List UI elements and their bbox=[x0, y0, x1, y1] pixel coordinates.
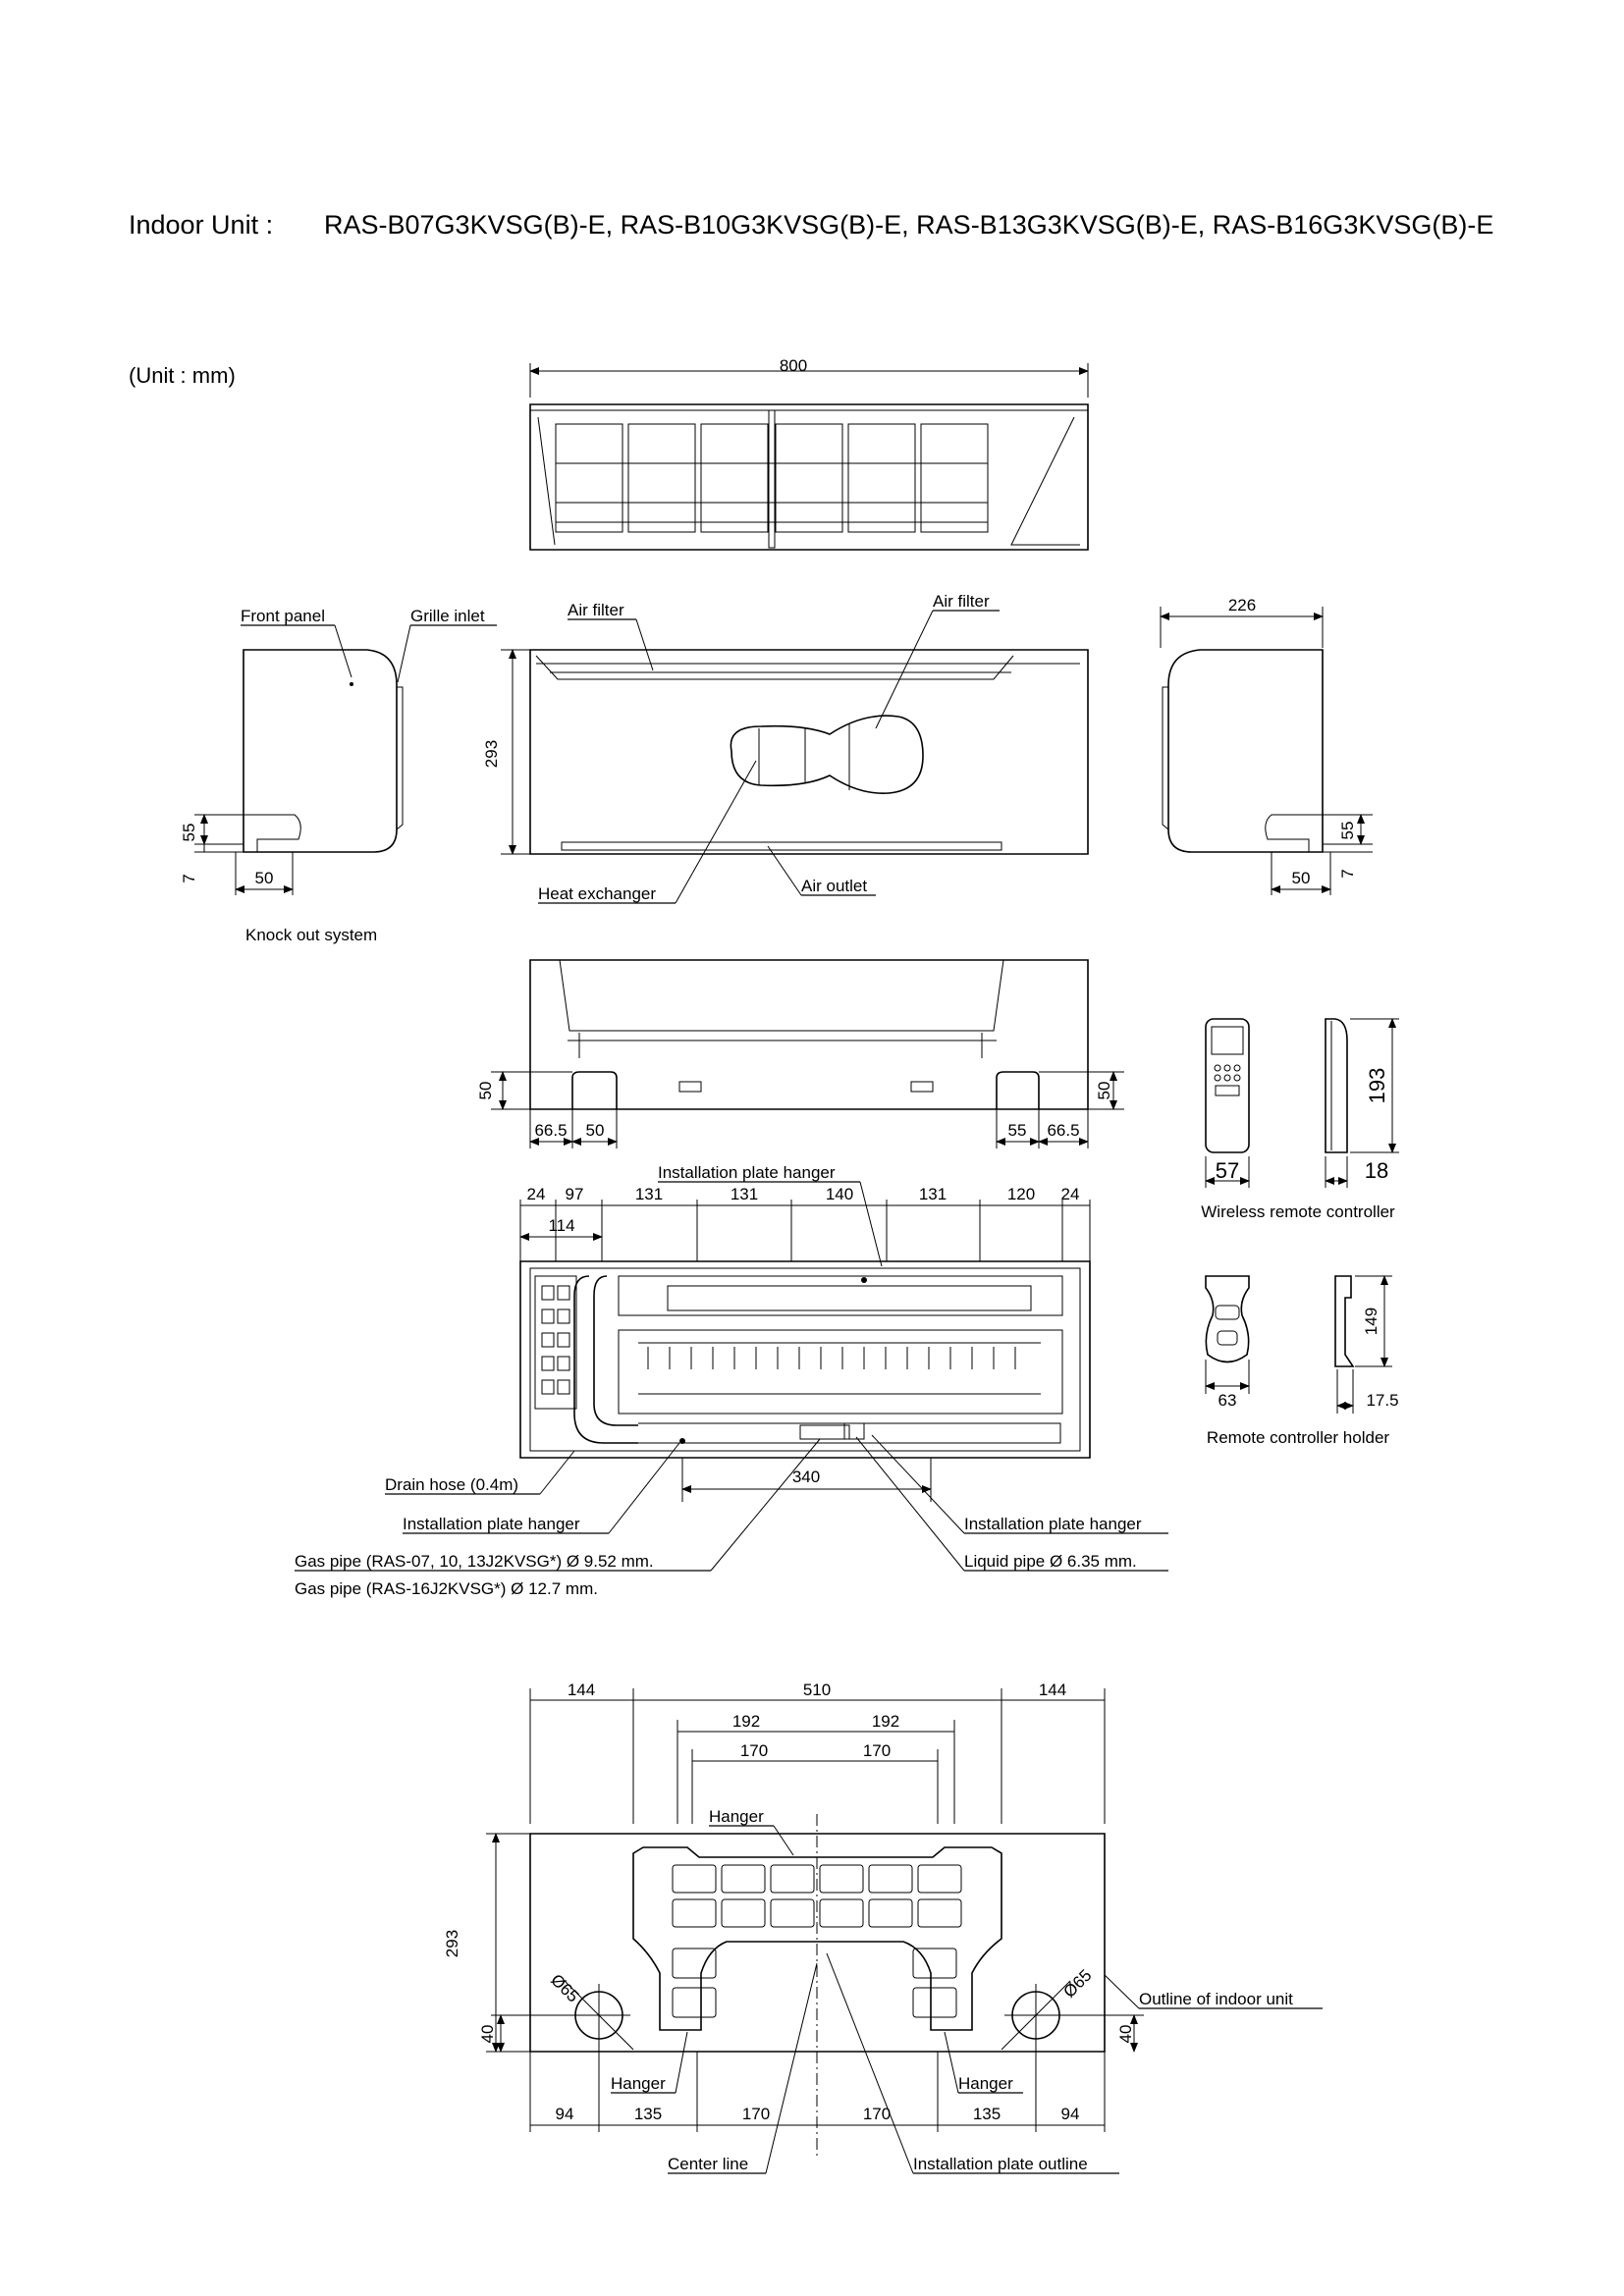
heat-exchanger-label: Heat exchanger bbox=[538, 884, 657, 903]
plate-slot bbox=[918, 1865, 961, 1893]
knock-out-label: Knock out system bbox=[245, 926, 378, 944]
wireless-remote-view bbox=[1201, 1019, 1399, 1221]
front-panel-label: Front panel bbox=[241, 607, 325, 625]
plate-slot bbox=[722, 1899, 765, 1927]
dim-top-120: 120 bbox=[1006, 1185, 1036, 1203]
dim-144-right: 144 bbox=[1038, 1681, 1067, 1699]
holder-height: 149 bbox=[1362, 1307, 1380, 1336]
top-view bbox=[530, 356, 1088, 550]
install-plate-hanger-right: Installation plate hanger bbox=[964, 1515, 1142, 1533]
plate-height-293: 293 bbox=[443, 1929, 461, 1958]
drain-hose-label: Drain hose (0.4m) bbox=[385, 1475, 519, 1494]
gas-pipe-label-2: Gas pipe (RAS-16J2KVSG*) Ø 12.7 mm. bbox=[295, 1579, 598, 1598]
plate-slot bbox=[771, 1865, 814, 1893]
unit-note: (Unit : mm) bbox=[129, 363, 236, 388]
dim-bottom-94-left: 94 bbox=[555, 2105, 574, 2123]
dim-width-800: 800 bbox=[779, 356, 808, 375]
dim-192-right: 192 bbox=[871, 1712, 900, 1731]
dia-left-label: Ø65 bbox=[547, 1970, 583, 2006]
dim-50-b-left: 50 bbox=[585, 1121, 605, 1140]
rear-view bbox=[295, 1163, 1168, 1598]
remote-height: 193 bbox=[1365, 1067, 1389, 1104]
dim-height-293: 293 bbox=[482, 739, 501, 769]
dia-right-label: Ø65 bbox=[1059, 1965, 1096, 2002]
dim-510: 510 bbox=[802, 1681, 832, 1699]
dim-55-left: 55 bbox=[180, 823, 198, 842]
plate-slot bbox=[918, 1899, 961, 1927]
indoor-unit-label: Indoor Unit : bbox=[129, 210, 274, 240]
left-side-view bbox=[180, 607, 497, 944]
dim-top-131-c: 131 bbox=[918, 1185, 947, 1203]
air-filter-left-label: Air filter bbox=[568, 601, 624, 619]
dim-40-left: 40 bbox=[478, 2024, 497, 2044]
plate-slot bbox=[820, 1865, 863, 1893]
plate-slot bbox=[673, 1988, 716, 2017]
plate-slot bbox=[673, 1899, 716, 1927]
center-line-label: Center line bbox=[668, 2155, 749, 2173]
air-filter-right-label: Air filter bbox=[933, 592, 990, 611]
remote-holder-view bbox=[1206, 1276, 1399, 1447]
dim-170-left: 170 bbox=[739, 1741, 769, 1760]
hanger-top-label: Hanger bbox=[709, 1807, 764, 1826]
dim-bottom-135-right: 135 bbox=[972, 2105, 1001, 2123]
install-plate-hanger-top: Installation plate hanger bbox=[658, 1163, 836, 1182]
outline-indoor-label: Outline of indoor unit bbox=[1139, 1990, 1293, 2008]
dim-bottom-94-right: 94 bbox=[1060, 2105, 1080, 2123]
plate-slot bbox=[722, 1865, 765, 1893]
air-outlet-label: Air outlet bbox=[801, 877, 868, 895]
dim-top-24-left: 24 bbox=[526, 1185, 546, 1203]
dim-40-right: 40 bbox=[1116, 2024, 1135, 2044]
right-side-view bbox=[1161, 596, 1373, 895]
front-view bbox=[482, 592, 1088, 903]
install-plate-hanger-left: Installation plate hanger bbox=[403, 1515, 580, 1533]
dim-170-right: 170 bbox=[862, 1741, 892, 1760]
hanger-right-label: Hanger bbox=[958, 2074, 1013, 2093]
dim-66-5-left: 66.5 bbox=[534, 1121, 568, 1140]
liquid-pipe-label: Liquid pipe Ø 6.35 mm. bbox=[964, 1552, 1137, 1571]
gas-pipe-label-1: Gas pipe (RAS-07, 10, 13J2KVSG*) Ø 9.52 mm. bbox=[295, 1552, 654, 1571]
plate-slot bbox=[771, 1899, 814, 1927]
dim-bottom-170-right: 170 bbox=[862, 2105, 892, 2123]
dim-50-right: 50 bbox=[1291, 869, 1311, 887]
model-list: RAS-B07G3KVSG(B)-E, RAS-B10G3KVSG(B)-E, RAS-B13G3KVSG(B)-E, RAS-B16G3KVSG(B)-E bbox=[324, 210, 1494, 240]
dim-66-5-right: 66.5 bbox=[1047, 1121, 1080, 1140]
dim-114: 114 bbox=[548, 1216, 575, 1235]
bottom-view bbox=[476, 960, 1124, 1148]
dim-144-left: 144 bbox=[567, 1681, 596, 1699]
remote-depth: 18 bbox=[1364, 1158, 1389, 1183]
dim-top-140: 140 bbox=[825, 1185, 854, 1203]
dim-340: 340 bbox=[791, 1468, 821, 1486]
plate-slot bbox=[673, 1949, 716, 1978]
remote-width: 57 bbox=[1215, 1158, 1240, 1183]
dim-top-131-b: 131 bbox=[730, 1185, 759, 1203]
dim-50-bottom-left: 50 bbox=[476, 1081, 495, 1100]
holder-width: 63 bbox=[1218, 1391, 1237, 1410]
dim-7-left: 7 bbox=[180, 874, 198, 883]
hanger-left-label: Hanger bbox=[611, 2074, 666, 2093]
plate-slot bbox=[913, 1988, 956, 2017]
dim-192-left: 192 bbox=[731, 1712, 761, 1731]
holder-depth: 17.5 bbox=[1366, 1391, 1399, 1410]
plate-slot bbox=[673, 1865, 716, 1893]
remote-label: Wireless remote controller bbox=[1201, 1202, 1395, 1221]
holder-label: Remote controller holder bbox=[1206, 1428, 1390, 1447]
grille-inlet-label: Grille inlet bbox=[410, 607, 485, 625]
dim-top-24-right: 24 bbox=[1060, 1185, 1080, 1203]
dim-55-bottom-right: 55 bbox=[1007, 1121, 1027, 1140]
dim-top-131-a: 131 bbox=[634, 1185, 664, 1203]
dim-50-bottom-right: 50 bbox=[1095, 1081, 1113, 1100]
plate-slot bbox=[820, 1899, 863, 1927]
plate-outline-label: Installation plate outline bbox=[913, 2155, 1088, 2173]
plate-slot bbox=[869, 1899, 912, 1927]
dim-7-right: 7 bbox=[1338, 869, 1357, 879]
dim-50-left: 50 bbox=[254, 869, 274, 887]
dim-bottom-170-left: 170 bbox=[741, 2105, 771, 2123]
dim-55-right: 55 bbox=[1338, 821, 1357, 840]
dim-depth-226: 226 bbox=[1227, 596, 1257, 614]
installation-plate-view bbox=[443, 1681, 1323, 2173]
dim-top-97: 97 bbox=[565, 1185, 584, 1203]
plate-slot bbox=[869, 1865, 912, 1893]
dim-bottom-135-left: 135 bbox=[633, 2105, 663, 2123]
